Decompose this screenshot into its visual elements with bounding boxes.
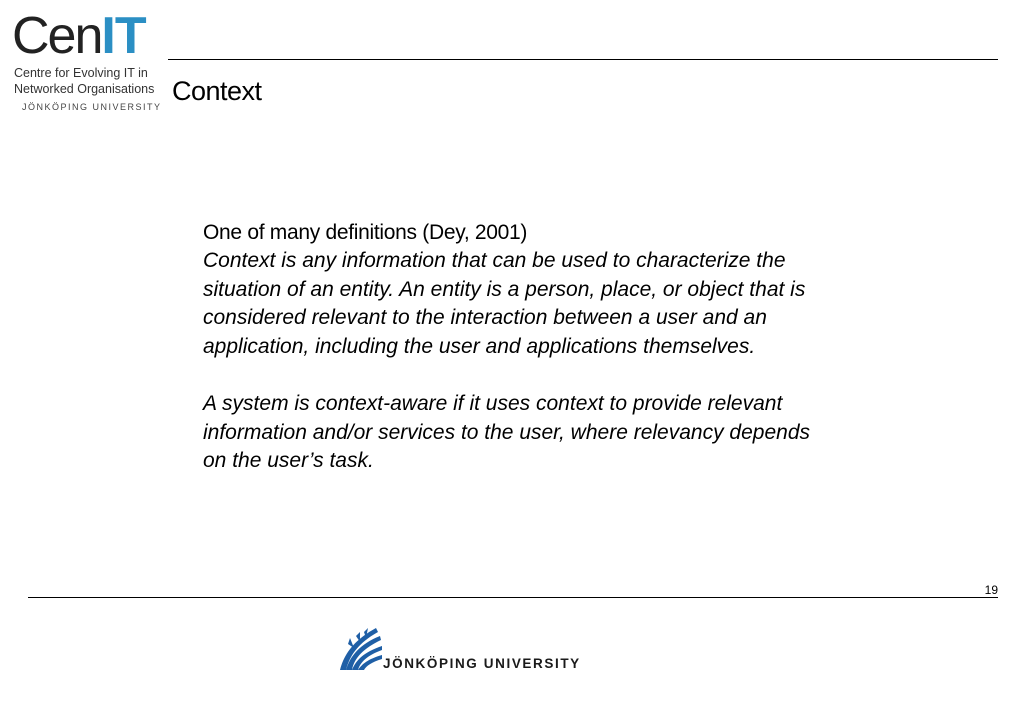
blue-wing-emblem-icon xyxy=(338,624,384,672)
definition-paragraph-2 xyxy=(203,390,963,476)
footer-logo xyxy=(338,624,581,674)
footer-university-name: JÖNKÖPING UNIVERSITY xyxy=(383,656,581,671)
logo-wordmark-it: IT xyxy=(101,7,146,65)
definition-paragraph-1 xyxy=(203,247,963,362)
logo-wordmark-cen: Cen xyxy=(12,7,102,65)
slide-body xyxy=(203,218,963,476)
logo-tagline-line1: Centre for Evolving IT in xyxy=(14,66,148,80)
cenit-logo xyxy=(12,7,172,114)
slide-title: Context xyxy=(172,76,262,106)
paragraph-1-line: application, including the user and applications themselves. xyxy=(203,335,756,359)
paragraph-1-line: Context is any information that can be used to characterize the xyxy=(203,249,786,272)
footer-divider xyxy=(28,597,998,598)
paragraph-1-line: situation of an entity. An entity is a person, place, or object that is xyxy=(203,277,806,301)
paragraph-2-line: A system is context-aware if it uses context to provide relevant xyxy=(203,391,783,415)
logo-wordmark xyxy=(12,7,146,65)
paragraph-1-line: considered relevant to the interaction between a user and an xyxy=(203,306,767,330)
definition-heading: One of many definitions (Dey, 2001) xyxy=(203,221,528,244)
paragraph-2-line: on the user’s task. xyxy=(203,449,374,473)
logo-university: JÖNKÖPING UNIVERSITY xyxy=(22,102,162,112)
header-divider xyxy=(168,59,998,60)
paragraph-2-line: information and/or services to the user, where relevancy depends xyxy=(203,420,811,444)
page-number: 19 xyxy=(984,583,998,597)
logo-tagline-line2: Networked Organisations xyxy=(14,82,155,96)
